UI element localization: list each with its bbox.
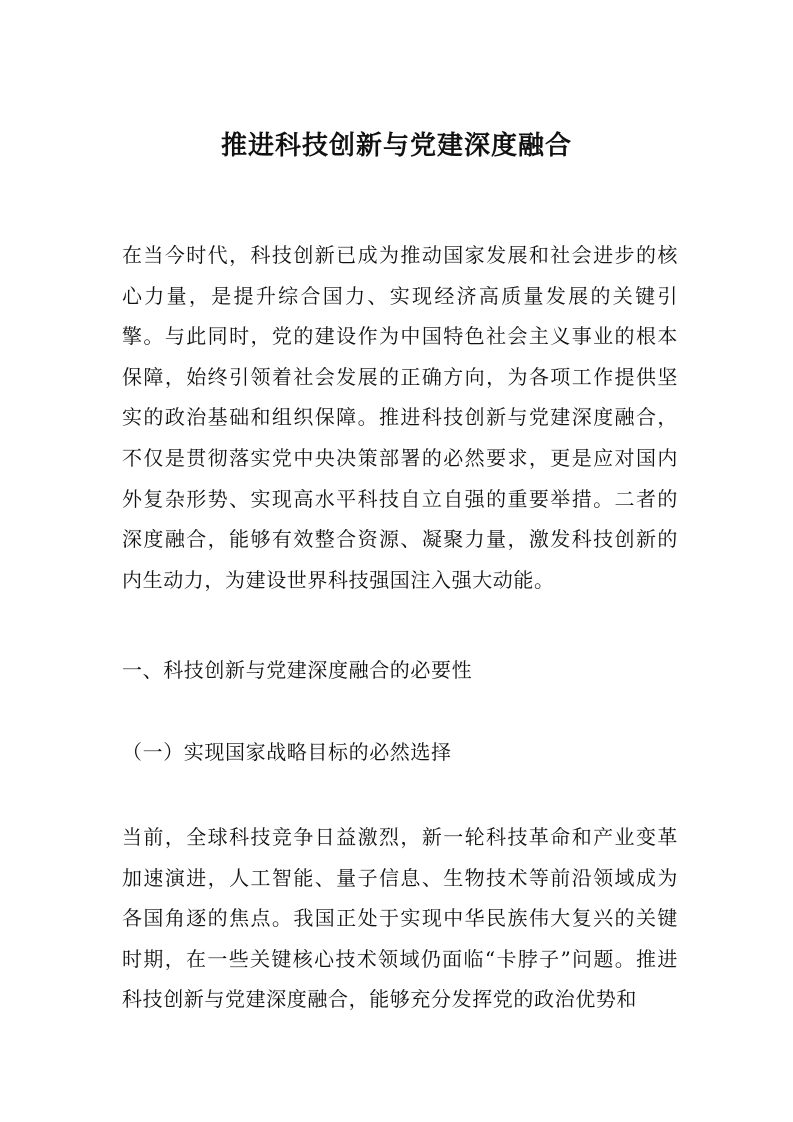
body-paragraph: 当前，全球科技竞争日益激烈，新一轮科技革命和产业变革加速演进，人工智能、量子信息、生物技术等前沿领域成为各国角逐的焦点。我国正处于实现中华民族伟大复兴的关键时期，在一些关键核心技术领域仍面临“卡脖子”问题。推进科技创新与党建深度融合，能够充分发挥党的政治优势和: [122, 825, 678, 1012]
document-title: 推进科技创新与党建深度融合: [220, 131, 572, 161]
subsection-heading: （一）实现国家战略目标的必然选择: [122, 740, 452, 764]
section-heading: 一、科技创新与党建深度融合的必要性: [122, 658, 473, 682]
intro-paragraph: 在当今时代，科技创新已成为推动国家发展和社会进步的核心力量，是提升综合国力、实现经济高质量发展的关键引擎。与此同时，党的建设作为中国特色社会主义事业的根本保障，始终引领着社会发展的正确方向，为各项工作提供坚实的政治基础和组织保障。推进科技创新与党建深度融合，不仅是贯彻落实党中央决策部署的必然要求，更是应对国内外复杂形势、实现高水平科技自立自强的重要举措。二者的深度融合，能够有效整合资源、凝聚力量，激发科技创新的内生动力，为建设世界科技强国注入强大动能。: [122, 243, 678, 592]
